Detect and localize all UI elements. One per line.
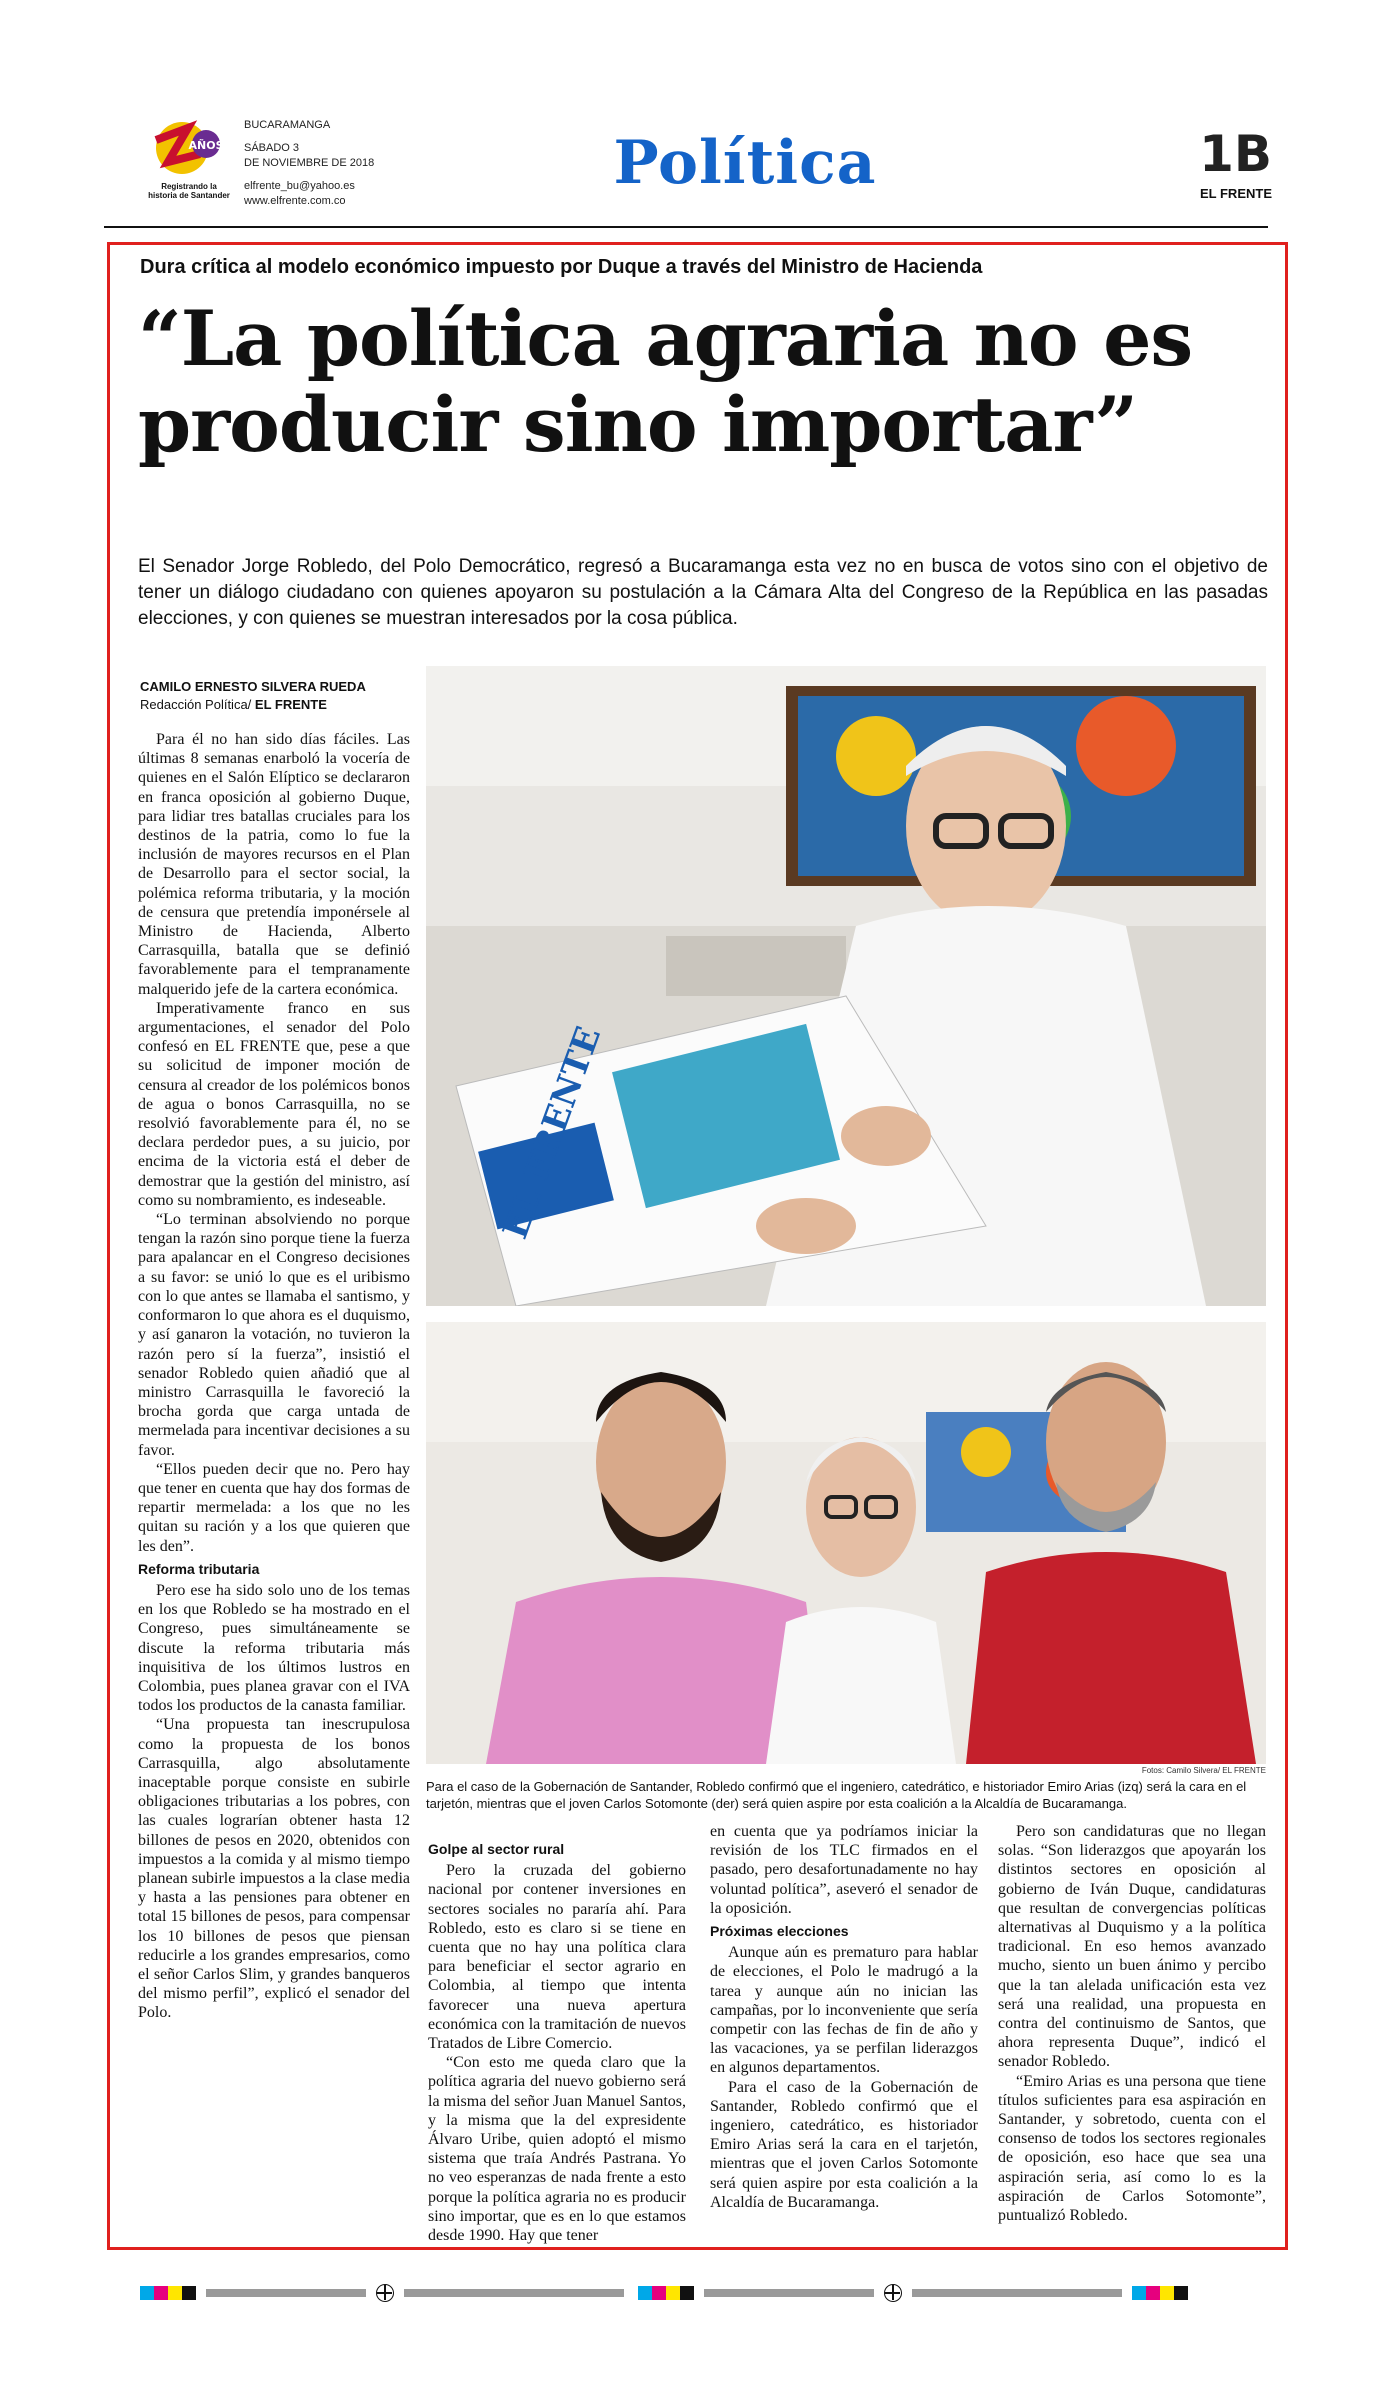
date-line-2: DE NOVIEMBRE DE 2018 — [244, 157, 375, 169]
black-swatch — [182, 2286, 196, 2300]
page-number: 1B — [1199, 125, 1272, 183]
paragraph: Pero ese ha sido solo uno de los temas en los que Robledo se ha mostrado en el Congreso, pues simultáneamente se discute la reforma tributaria más inquisitiva de los últimos lustros en Colombia, pues planea gravar con el IVA todos los productos de la canasta familiar. — [138, 1581, 410, 1715]
svg-text:AÑOS: AÑOS — [188, 139, 224, 152]
photo-three-men — [426, 1322, 1266, 1764]
city: BUCARAMANGA — [244, 119, 331, 131]
subheading-elecciones: Próximas elecciones — [710, 1923, 849, 1940]
masthead-rule — [104, 226, 1268, 228]
black-swatch — [1174, 2286, 1188, 2300]
article-kicker: Dura crítica al modelo económico impuesto por Duque a través del Ministro de Hacienda — [140, 256, 983, 278]
paragraph: “Lo terminan absolviendo no porque tengan la razón sino porque tiene la fuerza para apalancar en el Congreso decisiones a su favor: se unió lo que es el uribismo con lo que antes se llamaba el santismo, y conformaron lo que ahora es el duquismo, y así ganaron la votación, no tuvieron la razón pero sí la fuerza”, insistió el senador Robledo quien añadió que al ministro Carrasquilla le favoreció la brocha gorda que carga untada de mermelada para incentivar decisiones a su favor. — [138, 1211, 410, 1459]
article-lead: El Senador Jorge Robledo, del Polo Democrático, regresó a Bucaramanga esta vez no en busca de votos sino con el objetivo de tener un diálogo ciudadano con quienes apoyaron su postulación a la Cámara Alta del Congreso de la República en las pasadas elecciones, y con quienes se muestran interesados por la cosa pública. — [138, 556, 1268, 629]
paragraph: Pero son candidaturas que no llegan solas. “Son liderazgos que apoyarán los distintos sectores en oposición al gobierno de Iván Duque, candidaturas que resultan de convergencias políticas alternativas al Duquismo y a la política tradicional. En eso hemos avanzado mucho, siento un buen ánimo y percibo que la tan alelada unificación esta vez será una realidad, una propuesta en contra del continuismo de Santos, que ahora representa Duque”, indicó el senador Robledo. — [998, 1823, 1266, 2071]
author-name: CAMILO ERNESTO SILVERA RUEDA — [140, 679, 366, 694]
yellow-swatch — [666, 2286, 680, 2300]
el-frente-logo — [148, 118, 230, 210]
logo-tagline: Registrando la historia de Santander — [148, 182, 230, 200]
desk: Redacción Política/ — [140, 697, 252, 712]
paragraph: “Emiro Arias es una persona que tiene títulos suficientes para esa aspiración en Santander, y sobretodo, cuenta con el consenso de todos los sectores regionales de oposición, eso hace que sea una aspiración seria, así como lo es la aspiración de Carlos Sotomonte”, puntualizó Robledo. — [998, 2072, 1266, 2225]
cyan-swatch — [638, 2286, 652, 2300]
yellow-swatch — [1160, 2286, 1174, 2300]
registration-mark-icon — [376, 2284, 394, 2302]
photo-credit: Fotos: Camilo Silvera/ EL FRENTE — [1141, 1766, 1266, 1775]
body-column-1 — [138, 730, 410, 2270]
article-headline — [138, 296, 1278, 468]
magenta-swatch — [154, 2286, 168, 2300]
body-column-2 — [428, 1840, 686, 2270]
body-column-4 — [998, 1822, 1266, 2270]
cyan-swatch — [1132, 2286, 1146, 2300]
paragraph: Imperativamente franco en sus argumentaciones, el senador del Polo confesó en EL FRENTE que, pese a que su solicitud de imponer moción de censura al creador de los polémicos bonos de agua o bonos Carrasquilla, no se resolvió favorablemente para él, no se declara perdedor pues, a su juicio, por encima de la victoria está el deber de demostrar que la gestión del ministro, así como su nombramiento, es indeseable. — [138, 999, 410, 1209]
magenta-swatch — [652, 2286, 666, 2300]
gray-strip — [912, 2289, 1122, 2297]
date-line-1: SÁBADO 3 — [244, 142, 300, 154]
paragraph: Pero la cruzada del gobierno nacional por contener inversiones en sectores sociales no pararía ahí. Para Robledo, esto es claro si se tiene en cuenta que no hay una política clara para beneficiar el sector agrario en Colombia, al tiempo que intenta favorecer una nueva apertura económica con la tramitación de nuevos Tratados de Libre Comercio. — [428, 1862, 686, 2053]
desk-brand: EL FRENTE — [254, 697, 327, 712]
body-column-3 — [710, 1822, 978, 2270]
gray-strip — [404, 2289, 624, 2297]
photo-robledo-reading — [426, 666, 1266, 1306]
paragraph: “Ellos pueden decir que no. Pero hay que tener en cuenta que hay dos formas de repartir mermelada: a los que no les quitan su ración y a los que quieren que les den”. — [138, 1460, 410, 1555]
registration-mark-icon — [884, 2284, 902, 2302]
paragraph: Para el caso de la Gobernación de Santander, Robledo confirmó que el ingeniero, catedrático, es historiador Emiro Arias será la cara en el tarjetón, mientras que el joven Carlos Sotomonte será quien aspire por esta coalición a la Alcaldía de Bucaramanga. — [710, 2078, 978, 2211]
cyan-swatch — [140, 2286, 154, 2300]
brand-name: EL FRENTE — [1200, 186, 1272, 201]
newspaper-masthead-in-photo: EL FRENTE — [495, 1021, 610, 1245]
masthead-meta — [244, 118, 474, 209]
black-swatch — [680, 2286, 694, 2300]
section-title: Política — [613, 128, 877, 198]
gray-strip — [704, 2289, 874, 2297]
email-link[interactable]: elfrente_bu@yahoo.es — [244, 180, 355, 192]
photo-caption: Para el caso de la Gobernación de Santander, Robledo confirmó que el ingeniero, catedrático, e historiador Emiro Arias (izq) será la cara en el tarjetón, mientras que el joven Carlos Sotomonte (der) será quien aspire por esta coalición a la Alcaldía de Bucaramanga. — [426, 1779, 1247, 1811]
subheading-golpe: Golpe al sector rural — [428, 1841, 565, 1857]
paragraph: en cuenta que ya podríamos iniciar la revisión de los TLC firmados en el pasado, pero desafortunadamente no hay voluntad política”, aseveró el senador de la oposición. — [710, 1823, 978, 1917]
paragraph: Para él no han sido días fáciles. Las últimas 8 semanas enarboló la vocería de quienes en el Salón Elíptico se declararon en franca oposición al gobierno Duque, para lidiar tres batallas cruciales para los destinos de la patria, como lo fue la inclusión de mayores recursos en el Plan de Desarrollo para el sector social, la polémica reforma tributaria, y la moción de censura que pretendía imponérsele al Ministro de Hacienda, Alberto Carrasquilla, batalla que se definió favorablemente para el tempranamente malquerido jefe de la cartera económica. — [138, 731, 410, 998]
website-link[interactable]: www.elfrente.com.co — [244, 195, 346, 207]
paragraph: “Una propuesta tan inescrupulosa como la propuesta de los bonos Carrasquilla, algo absolutamente inaceptable porque consiste en subirle obligaciones tributarias a los pobres, con las cuales lograrían obtener hasta 12 billones de pesos en 2020, obtenidos con impuestos a la comida y al mismo tiempo planean subirle impuestos a la clase media y hasta a las pensiones para obtener en total 15 billones de pesos, para compensar los 10 billones de pesos que piensan reducirle a los grandes empresarios, como el señor Carlos Slim, y grandes banqueros del mismo perfil”, explicó el senador del Polo. — [138, 1716, 410, 2022]
subheading-reforma: Reforma tributaria — [138, 1560, 260, 1577]
magenta-swatch — [1146, 2286, 1160, 2300]
byline — [140, 678, 430, 714]
headline-line-1: “La política agraria no es — [138, 294, 1193, 383]
gray-strip — [206, 2289, 366, 2297]
paragraph: “Con esto me queda claro que la política agraria del nuevo gobierno será la misma del señor Juan Manuel Santos, y la misma que la del expresidente Álvaro Uribe, quien adoptó el mismo sistema que traía Andrés Pastrana. Yo no veo esperanzas de nada frente a esto porque la política agraria no es producir sino importar, que es en lo que estamos desde 1990. Hay que tener — [428, 2054, 686, 2245]
print-registration-bar — [140, 2284, 1260, 2302]
paragraph: Aunque aún es prematuro para hablar de elecciones, el Polo le madrugó a la tarea y aunque aún no inician las campañas, por lo inconveniente que sería competir con las fechas de fin de año y las vacaciones, ya se perfilan liderazgos en algunos departamentos. — [710, 1944, 978, 2077]
headline-line-2: producir sino importar” — [138, 380, 1138, 469]
yellow-swatch — [168, 2286, 182, 2300]
